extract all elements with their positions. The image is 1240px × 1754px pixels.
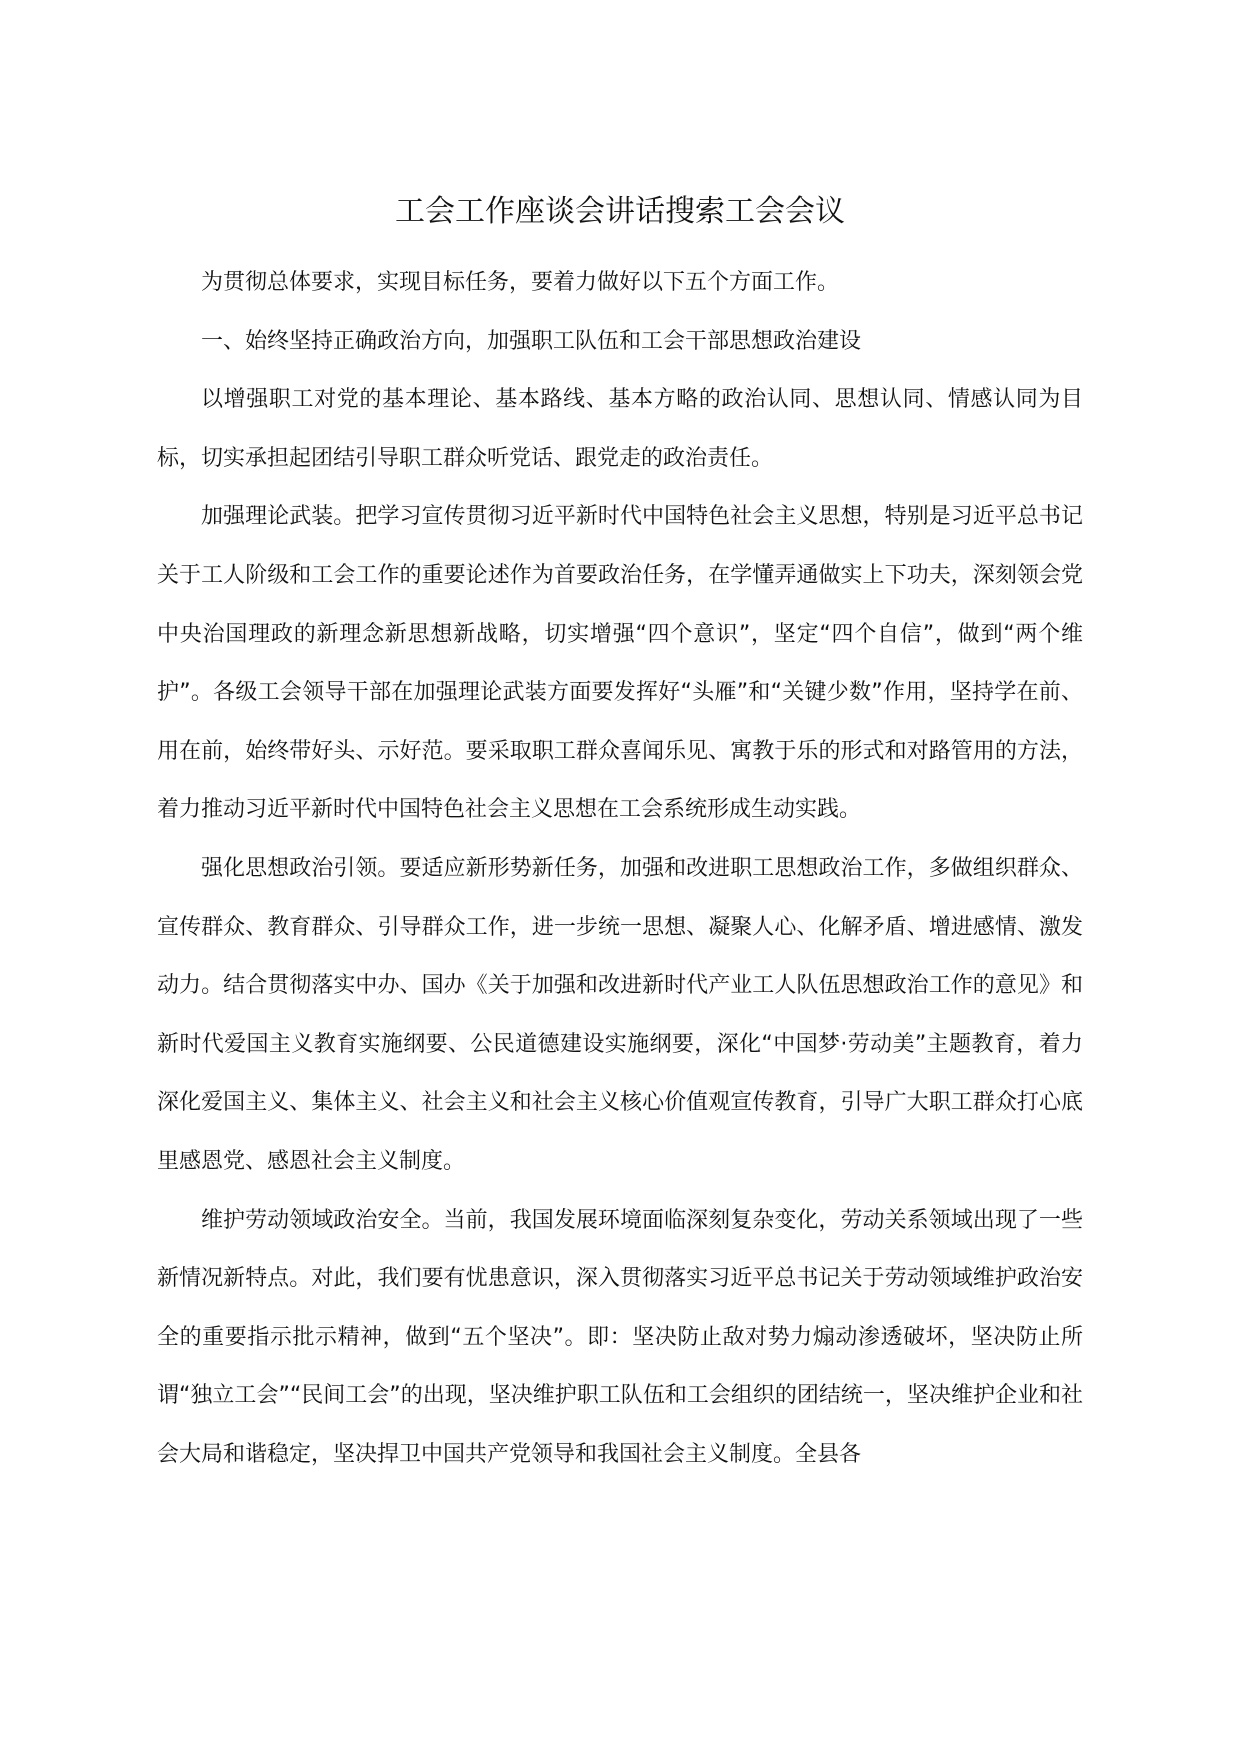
document-content (157, 192, 1083, 1484)
document-title: 工会工作座谈会讲话搜索工会会议 (395, 194, 845, 229)
paragraph-section-1-summary: 以增强职工对党的基本理论、基本路线、基本方略的政治认同、思想认同、情感认同为目标，切实承担起团结引导职工群众听党话、跟党走的政治责任。 (157, 387, 1083, 471)
paragraph-theory-armament: 加强理论武装。把学习宣传贯彻习近平新时代中国特色社会主义思想，特别是习近平总书记关于工人阶级和工会工作的重要论述作为首要政治任务，在学懂弄通做实上下功夫，深刻领会党中央治国理政的新理念新思想新战略，切实增强“四个意识”，坚定“四个自信”，做到“两个维护”。各级工会领导干部在加强理论武装方面要发挥好“头雁”和“关键少数”作用，坚持学在前、用在前，始终带好头、示好范。要采取职工群众喜闻乐见、寓教于乐的形式和对路管用的方法，着力推动习近平新时代中国特色社会主义思想在工会系统形成生动实践。 (157, 504, 1083, 823)
paragraph-ideological-guidance: 强化思想政治引领。要适应新形势新任务，加强和改进职工思想政治工作，多做组织群众、宣传群众、教育群众、引导群众工作，进一步统一思想、凝聚人心、化解矛盾、增进感情、激发动力。结合贯彻落实中办、国办《关于加强和改进新时代产业工人队伍思想政治工作的意见》和新时代爱国主义教育实施纲要、公民道德建设实施纲要，深化“中国梦·劳动美”主题教育，着力深化爱国主义、集体主义、社会主义和社会主义核心价值观宣传教育，引导广大职工群众打心底里感恩党、感恩社会主义制度。 (157, 855, 1083, 1174)
section-heading-1: 一、始终坚持正确政治方向，加强职工队伍和工会干部思想政治建设 (201, 328, 862, 354)
paragraph-intro: 为贯彻总体要求，实现目标任务，要着力做好以下五个方面工作。 (201, 270, 840, 295)
document-body (157, 254, 1083, 1484)
paragraph-political-security: 维护劳动领域政治安全。当前，我国发展环境面临深刻复杂变化，劳动关系领域出现了一些新情况新特点。对此，我们要有忧患意识，深入贯彻落实习近平总书记关于劳动领域维护政治安全的重要指示批示精神，做到“五个坚决”。即：坚决防止敌对势力煽动渗透破坏，坚决防止所谓“独立工会”“民间工会”的出现，坚决维护职工队伍和工会组织的团结统一，坚决维护企业和社会大局和谐稳定，坚决捍卫中国共产党领导和我国社会主义制度。全县各 (157, 1207, 1083, 1467)
